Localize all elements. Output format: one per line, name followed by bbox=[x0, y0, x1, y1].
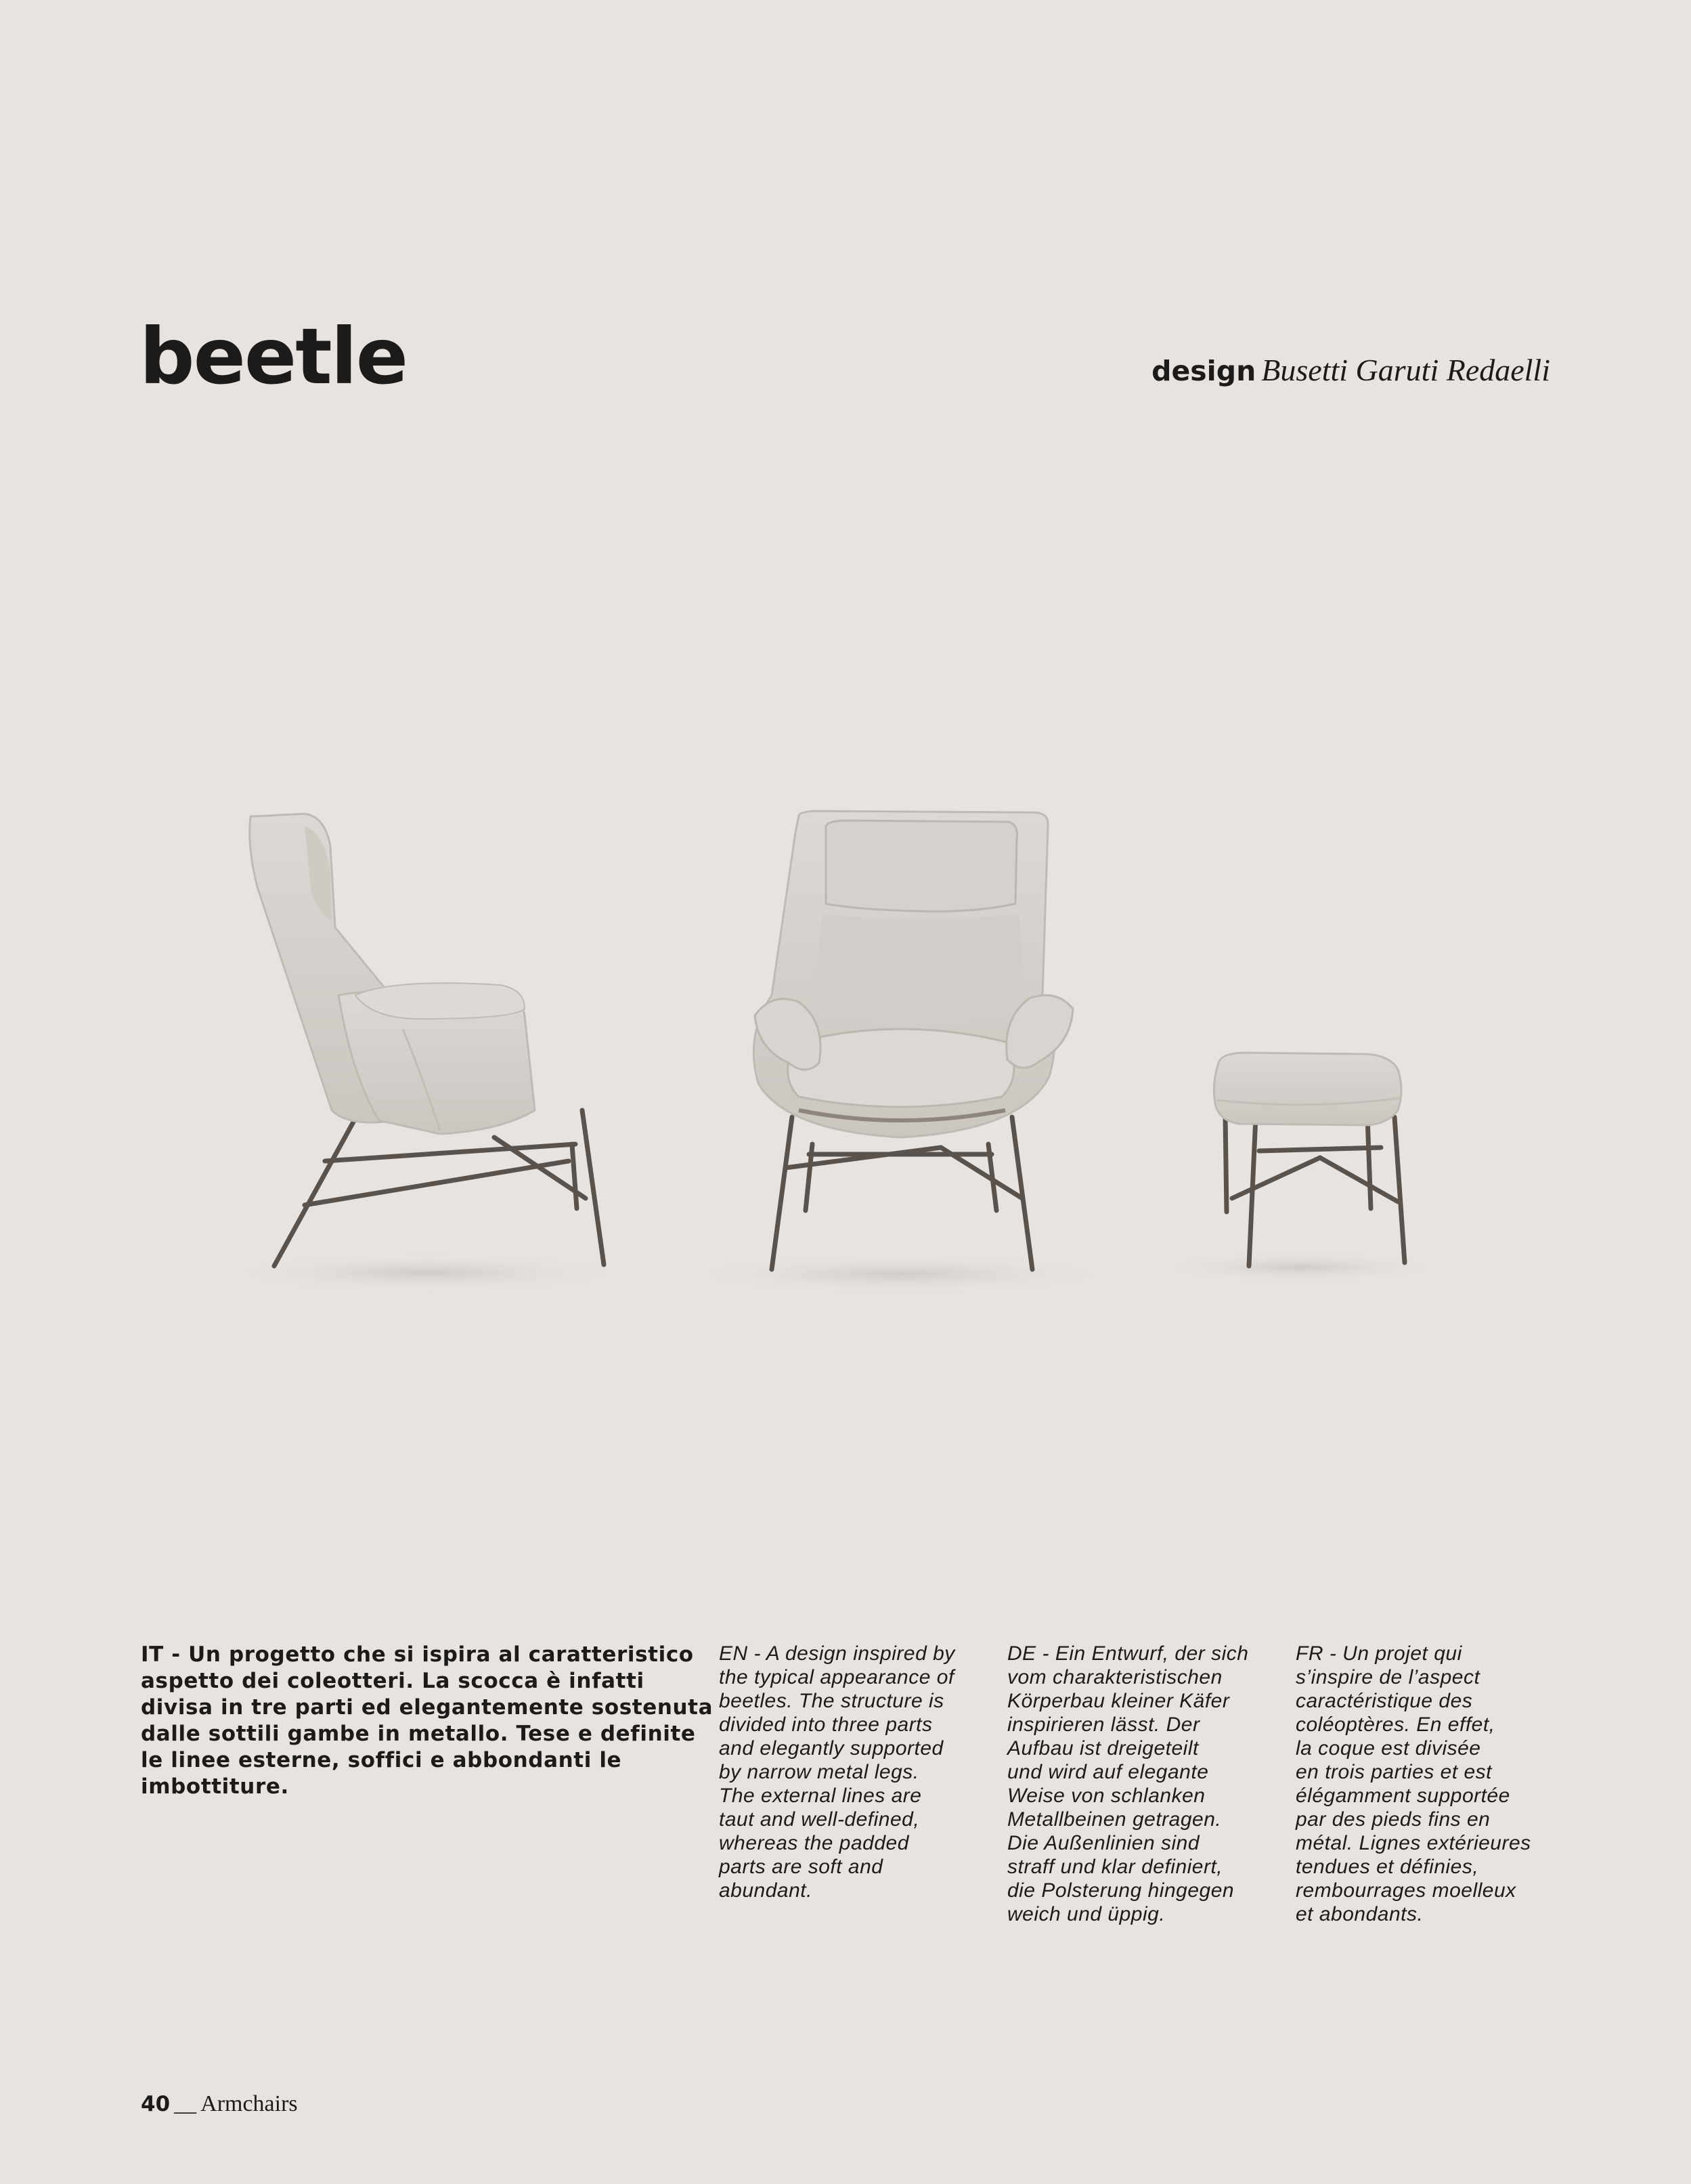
text-german: DE - Ein Entwurf, der sich vom charakteristischen Körperbau kleiner Käfer inspirieren lässt. Der Aufbau ist dreigeteilt und wird auf elegante Weise von schlanken Metallbeinen getragen. Die Außenlinien sind straff und klar definiert, die Polsterung hingegen weich und üppig. bbox=[1007, 1642, 1249, 1925]
text-italian: IT - Un progetto che si ispira al caratteristico aspetto dei coleotteri. La scocca è infatti divisa in tre parti ed elegantemente sostenuta dalle sottili gambe in metallo. Tese e definite le linee esterne, soffici e abbondanti le imbottiture. bbox=[141, 1642, 713, 1799]
section-name: Armchairs bbox=[200, 2091, 298, 2116]
armchair-side-view bbox=[223, 814, 630, 1292]
text-english: EN - A design inspired by the typical appearance of beetles. The structure is divided into three parts and elegantly supported by narrow metal legs. The external lines are taut and well-defined, whereas the padded parts are soft and abundant. bbox=[719, 1642, 955, 1902]
page-footer bbox=[141, 2091, 298, 2117]
page-number: 40 bbox=[141, 2092, 171, 2116]
product-photo bbox=[217, 792, 1503, 1307]
footer-separator: __ bbox=[174, 2092, 197, 2116]
design-credit bbox=[1151, 352, 1550, 388]
armchair-front-view bbox=[684, 811, 1117, 1293]
designer-names: Busetti Garuti Redaelli bbox=[1261, 353, 1550, 387]
ottoman bbox=[1158, 1053, 1442, 1282]
design-label: design bbox=[1151, 355, 1256, 387]
text-french: FR - Un projet qui s’inspire de l’aspect caractéristique des coléoptères. En effet, la coque est divisée en trois parties et est élégamment supportée par des pieds fins en métal. Lignes extérieures tendues et définies, rembourrages moelleux et abondants. bbox=[1296, 1642, 1531, 1925]
page-title: beetle bbox=[139, 311, 408, 401]
